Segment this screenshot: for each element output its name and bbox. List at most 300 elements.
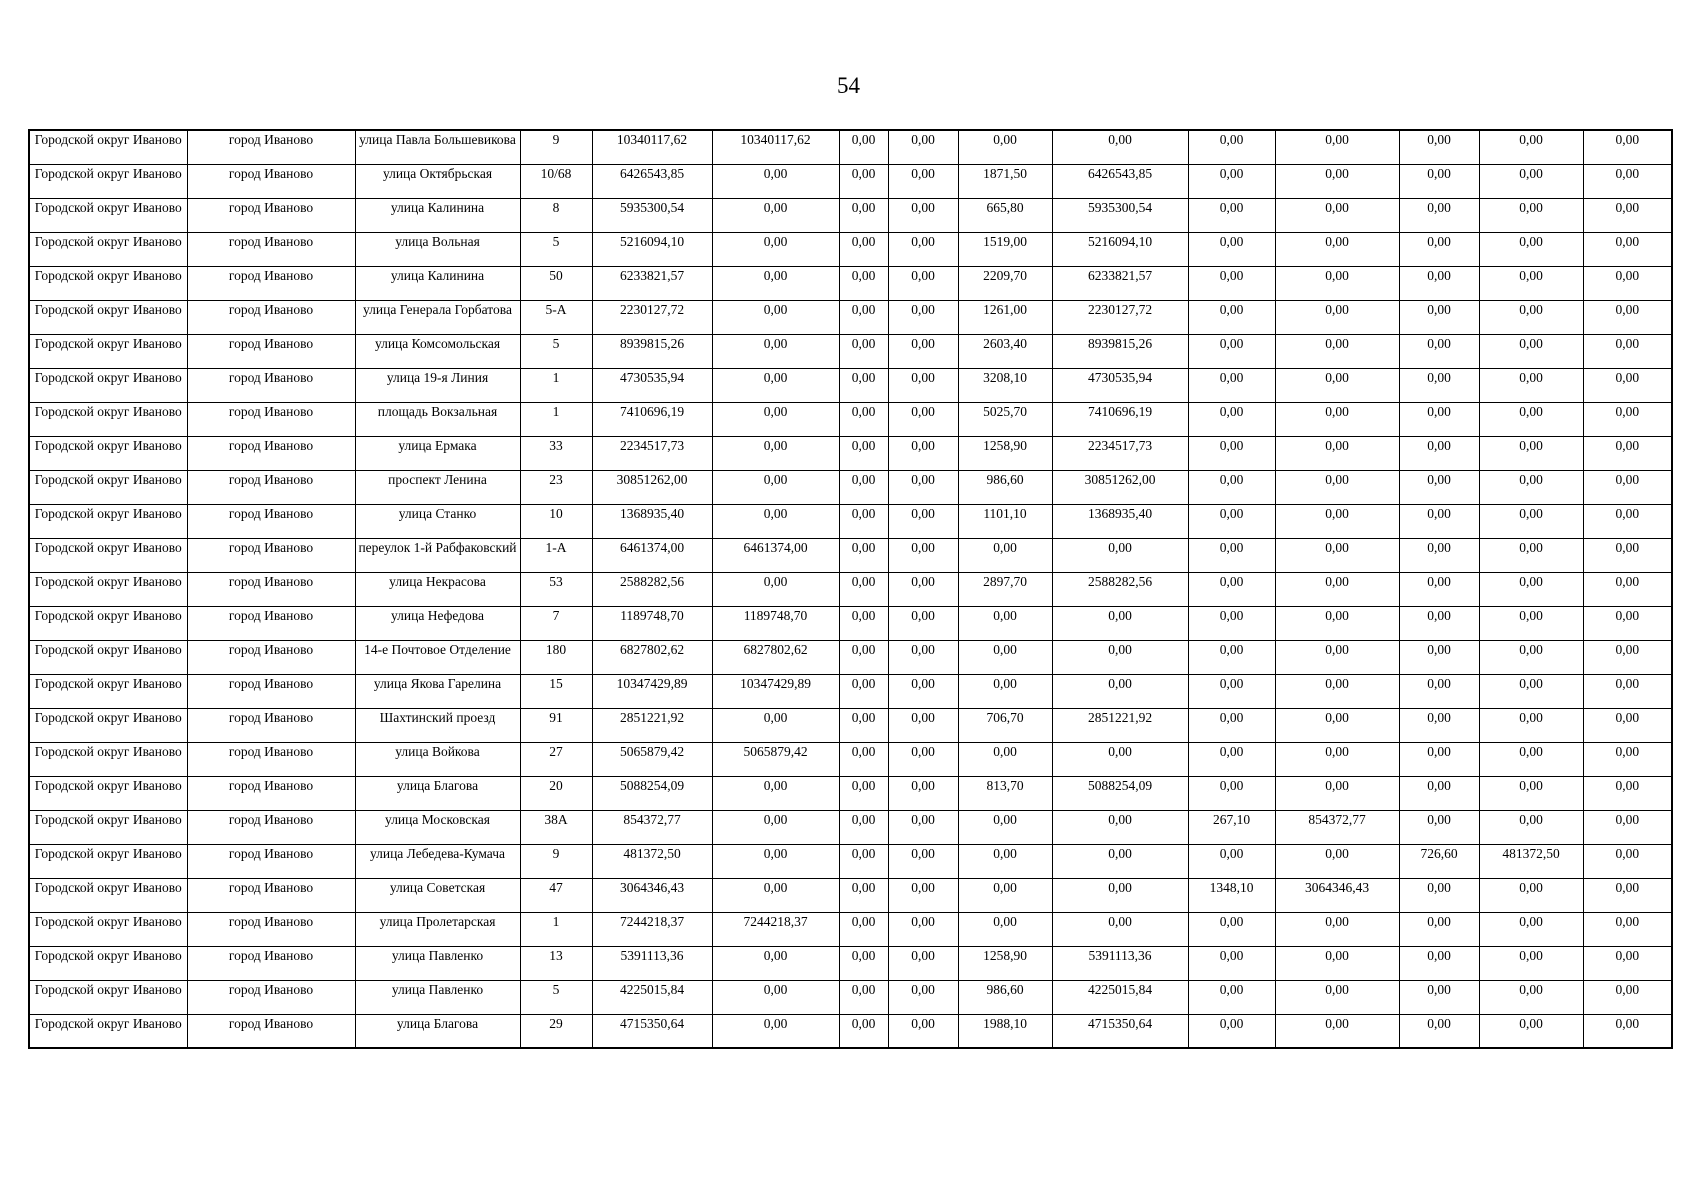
settlement-cell: город Иваново <box>187 674 355 708</box>
settlement-cell: город Иваново <box>187 946 355 980</box>
total-cost-cell: 2234517,73 <box>592 436 712 470</box>
area-col-9-cell: 0,00 <box>958 674 1052 708</box>
municipality-cell: Городской округ Иваново <box>29 708 187 742</box>
cost-col-10-cell: 5391113,36 <box>1052 946 1188 980</box>
municipality-cell: Городской округ Иваново <box>29 980 187 1014</box>
municipality-cell: Городской округ Иваново <box>29 674 187 708</box>
cost-col-7-cell: 0,00 <box>839 878 888 912</box>
cost-col-12-cell: 0,00 <box>1275 232 1399 266</box>
house-number-cell: 1 <box>520 912 592 946</box>
total-cost-cell: 854372,77 <box>592 810 712 844</box>
settlement-cell: город Иваново <box>187 232 355 266</box>
cost-col-7-cell: 0,00 <box>839 912 888 946</box>
area-col-9-cell: 813,70 <box>958 776 1052 810</box>
cost-col-12-cell: 0,00 <box>1275 470 1399 504</box>
cost-col-12-cell: 0,00 <box>1275 980 1399 1014</box>
area-col-13-cell: 0,00 <box>1399 810 1479 844</box>
street-cell: улица 19-я Линия <box>355 368 520 402</box>
cost-col-8-cell: 0,00 <box>888 538 958 572</box>
cost-col-10-cell: 0,00 <box>1052 606 1188 640</box>
street-cell: улица Калинина <box>355 266 520 300</box>
municipality-cell: Городской округ Иваново <box>29 504 187 538</box>
house-number-cell: 1 <box>520 368 592 402</box>
house-number-cell: 5 <box>520 232 592 266</box>
cost-col-10-cell: 0,00 <box>1052 674 1188 708</box>
municipality-cell: Городской округ Иваново <box>29 946 187 980</box>
street-cell: улица Комсомольская <box>355 334 520 368</box>
street-cell: улица Якова Гарелина <box>355 674 520 708</box>
cost-col-10-cell: 5216094,10 <box>1052 232 1188 266</box>
cost-col-8-cell: 0,00 <box>888 946 958 980</box>
cost-col-7-cell: 0,00 <box>839 470 888 504</box>
cost-col-7-cell: 0,00 <box>839 674 888 708</box>
cost-col-10-cell: 1368935,40 <box>1052 504 1188 538</box>
cost-col-7-cell: 0,00 <box>839 1014 888 1048</box>
cost-col-12-cell: 0,00 <box>1275 606 1399 640</box>
house-number-cell: 50 <box>520 266 592 300</box>
cost-col-15-cell: 0,00 <box>1583 878 1672 912</box>
cost-col-14-cell: 0,00 <box>1479 1014 1583 1048</box>
cost-col-6-cell: 0,00 <box>712 1014 839 1048</box>
cost-col-14-cell: 0,00 <box>1479 776 1583 810</box>
area-col-13-cell: 0,00 <box>1399 130 1479 164</box>
area-col-11-cell: 0,00 <box>1188 130 1275 164</box>
area-col-13-cell: 0,00 <box>1399 470 1479 504</box>
cost-col-7-cell: 0,00 <box>839 198 888 232</box>
table-row <box>29 640 1672 674</box>
cost-col-6-cell: 0,00 <box>712 232 839 266</box>
cost-col-6-cell: 0,00 <box>712 776 839 810</box>
cost-col-12-cell: 0,00 <box>1275 198 1399 232</box>
area-col-13-cell: 0,00 <box>1399 640 1479 674</box>
house-number-cell: 1 <box>520 402 592 436</box>
area-col-9-cell: 2897,70 <box>958 572 1052 606</box>
area-col-13-cell: 0,00 <box>1399 436 1479 470</box>
cost-col-10-cell: 4730535,94 <box>1052 368 1188 402</box>
cost-col-10-cell: 7410696,19 <box>1052 402 1188 436</box>
cost-col-15-cell: 0,00 <box>1583 266 1672 300</box>
cost-col-7-cell: 0,00 <box>839 402 888 436</box>
house-number-cell: 47 <box>520 878 592 912</box>
total-cost-cell: 1368935,40 <box>592 504 712 538</box>
cost-col-8-cell: 0,00 <box>888 300 958 334</box>
area-col-9-cell: 0,00 <box>958 538 1052 572</box>
area-col-13-cell: 0,00 <box>1399 266 1479 300</box>
house-number-cell: 5 <box>520 334 592 368</box>
house-number-cell: 13 <box>520 946 592 980</box>
cost-col-10-cell: 4715350,64 <box>1052 1014 1188 1048</box>
cost-col-15-cell: 0,00 <box>1583 164 1672 198</box>
table-row <box>29 334 1672 368</box>
settlement-cell: город Иваново <box>187 1014 355 1048</box>
cost-col-12-cell: 0,00 <box>1275 300 1399 334</box>
cost-col-8-cell: 0,00 <box>888 130 958 164</box>
settlement-cell: город Иваново <box>187 878 355 912</box>
area-col-13-cell: 0,00 <box>1399 164 1479 198</box>
area-col-9-cell: 986,60 <box>958 470 1052 504</box>
street-cell: улица Павленко <box>355 980 520 1014</box>
cost-col-6-cell: 1189748,70 <box>712 606 839 640</box>
area-col-9-cell: 0,00 <box>958 810 1052 844</box>
street-cell: проспект Ленина <box>355 470 520 504</box>
area-col-9-cell: 2209,70 <box>958 266 1052 300</box>
area-col-9-cell: 5025,70 <box>958 402 1052 436</box>
area-col-9-cell: 1258,90 <box>958 946 1052 980</box>
area-col-9-cell: 0,00 <box>958 606 1052 640</box>
area-col-11-cell: 0,00 <box>1188 266 1275 300</box>
municipality-cell: Городской округ Иваново <box>29 470 187 504</box>
cost-col-8-cell: 0,00 <box>888 810 958 844</box>
cost-col-10-cell: 2851221,92 <box>1052 708 1188 742</box>
area-col-11-cell: 0,00 <box>1188 844 1275 878</box>
area-col-13-cell: 0,00 <box>1399 1014 1479 1048</box>
cost-col-14-cell: 0,00 <box>1479 470 1583 504</box>
area-col-9-cell: 1871,50 <box>958 164 1052 198</box>
area-col-11-cell: 0,00 <box>1188 334 1275 368</box>
settlement-cell: город Иваново <box>187 334 355 368</box>
street-cell: улица Павленко <box>355 946 520 980</box>
house-number-cell: 9 <box>520 844 592 878</box>
settlement-cell: город Иваново <box>187 198 355 232</box>
cost-col-15-cell: 0,00 <box>1583 436 1672 470</box>
cost-col-7-cell: 0,00 <box>839 164 888 198</box>
area-col-13-cell: 0,00 <box>1399 606 1479 640</box>
area-col-13-cell: 0,00 <box>1399 538 1479 572</box>
cost-col-10-cell: 2230127,72 <box>1052 300 1188 334</box>
area-col-11-cell: 0,00 <box>1188 572 1275 606</box>
total-cost-cell: 6461374,00 <box>592 538 712 572</box>
area-col-13-cell: 0,00 <box>1399 504 1479 538</box>
cost-col-6-cell: 0,00 <box>712 266 839 300</box>
house-number-cell: 53 <box>520 572 592 606</box>
street-cell: улица Ермака <box>355 436 520 470</box>
cost-col-12-cell: 0,00 <box>1275 776 1399 810</box>
cost-col-14-cell: 0,00 <box>1479 504 1583 538</box>
house-number-cell: 9 <box>520 130 592 164</box>
municipality-cell: Городской округ Иваново <box>29 810 187 844</box>
cost-col-12-cell: 0,00 <box>1275 130 1399 164</box>
cost-col-8-cell: 0,00 <box>888 606 958 640</box>
area-col-11-cell: 0,00 <box>1188 674 1275 708</box>
total-cost-cell: 6827802,62 <box>592 640 712 674</box>
table-row <box>29 674 1672 708</box>
area-col-11-cell: 0,00 <box>1188 368 1275 402</box>
municipality-cell: Городской округ Иваново <box>29 198 187 232</box>
area-col-9-cell: 0,00 <box>958 844 1052 878</box>
cost-col-14-cell: 0,00 <box>1479 266 1583 300</box>
cost-col-15-cell: 0,00 <box>1583 198 1672 232</box>
table-row <box>29 878 1672 912</box>
area-col-13-cell: 0,00 <box>1399 776 1479 810</box>
area-col-11-cell: 0,00 <box>1188 198 1275 232</box>
cost-col-15-cell: 0,00 <box>1583 402 1672 436</box>
total-cost-cell: 2851221,92 <box>592 708 712 742</box>
area-col-9-cell: 665,80 <box>958 198 1052 232</box>
cost-col-15-cell: 0,00 <box>1583 946 1672 980</box>
cost-col-14-cell: 0,00 <box>1479 538 1583 572</box>
cost-col-7-cell: 0,00 <box>839 300 888 334</box>
cost-col-8-cell: 0,00 <box>888 334 958 368</box>
cost-col-10-cell: 0,00 <box>1052 130 1188 164</box>
total-cost-cell: 4730535,94 <box>592 368 712 402</box>
cost-col-15-cell: 0,00 <box>1583 912 1672 946</box>
cost-col-15-cell: 0,00 <box>1583 844 1672 878</box>
cost-col-6-cell: 5065879,42 <box>712 742 839 776</box>
settlement-cell: город Иваново <box>187 470 355 504</box>
cost-col-14-cell: 0,00 <box>1479 368 1583 402</box>
cost-col-12-cell: 0,00 <box>1275 640 1399 674</box>
area-col-11-cell: 0,00 <box>1188 164 1275 198</box>
municipality-cell: Городской округ Иваново <box>29 878 187 912</box>
street-cell: улица Московская <box>355 810 520 844</box>
cost-col-7-cell: 0,00 <box>839 810 888 844</box>
cost-col-6-cell: 6827802,62 <box>712 640 839 674</box>
area-col-9-cell: 0,00 <box>958 912 1052 946</box>
cost-col-12-cell: 0,00 <box>1275 504 1399 538</box>
cost-col-6-cell: 0,00 <box>712 300 839 334</box>
house-number-cell: 10/68 <box>520 164 592 198</box>
municipality-cell: Городской округ Иваново <box>29 334 187 368</box>
table-row <box>29 538 1672 572</box>
cost-col-14-cell: 0,00 <box>1479 436 1583 470</box>
cost-col-14-cell: 0,00 <box>1479 334 1583 368</box>
area-col-13-cell: 0,00 <box>1399 334 1479 368</box>
street-cell: улица Генерала Горбатова <box>355 300 520 334</box>
table-row <box>29 300 1672 334</box>
cost-col-12-cell: 0,00 <box>1275 674 1399 708</box>
area-col-11-cell: 0,00 <box>1188 300 1275 334</box>
cost-col-6-cell: 0,00 <box>712 402 839 436</box>
area-col-9-cell: 1988,10 <box>958 1014 1052 1048</box>
area-col-11-cell: 0,00 <box>1188 742 1275 776</box>
cost-col-10-cell: 0,00 <box>1052 538 1188 572</box>
cost-col-8-cell: 0,00 <box>888 572 958 606</box>
cost-col-12-cell: 0,00 <box>1275 436 1399 470</box>
municipality-cell: Городской округ Иваново <box>29 300 187 334</box>
cost-col-8-cell: 0,00 <box>888 674 958 708</box>
cost-col-12-cell: 0,00 <box>1275 912 1399 946</box>
cost-col-12-cell: 0,00 <box>1275 266 1399 300</box>
area-col-13-cell: 0,00 <box>1399 300 1479 334</box>
area-col-13-cell: 0,00 <box>1399 572 1479 606</box>
house-number-cell: 38А <box>520 810 592 844</box>
table-row <box>29 742 1672 776</box>
cost-col-15-cell: 0,00 <box>1583 708 1672 742</box>
cost-col-8-cell: 0,00 <box>888 844 958 878</box>
area-col-9-cell: 1519,00 <box>958 232 1052 266</box>
house-number-cell: 8 <box>520 198 592 232</box>
house-number-cell: 20 <box>520 776 592 810</box>
total-cost-cell: 481372,50 <box>592 844 712 878</box>
cost-col-14-cell: 0,00 <box>1479 946 1583 980</box>
cost-col-15-cell: 0,00 <box>1583 776 1672 810</box>
house-number-cell: 27 <box>520 742 592 776</box>
cost-col-7-cell: 0,00 <box>839 436 888 470</box>
cost-col-14-cell: 0,00 <box>1479 198 1583 232</box>
cost-col-6-cell: 0,00 <box>712 810 839 844</box>
total-cost-cell: 10340117,62 <box>592 130 712 164</box>
area-col-11-cell: 0,00 <box>1188 640 1275 674</box>
total-cost-cell: 3064346,43 <box>592 878 712 912</box>
total-cost-cell: 5088254,09 <box>592 776 712 810</box>
cost-col-8-cell: 0,00 <box>888 266 958 300</box>
cost-col-6-cell: 0,00 <box>712 844 839 878</box>
area-col-9-cell: 0,00 <box>958 640 1052 674</box>
cost-col-15-cell: 0,00 <box>1583 538 1672 572</box>
municipality-cell: Городской округ Иваново <box>29 844 187 878</box>
total-cost-cell: 7244218,37 <box>592 912 712 946</box>
area-col-13-cell: 0,00 <box>1399 402 1479 436</box>
cost-col-7-cell: 0,00 <box>839 538 888 572</box>
street-cell: улица Нефедова <box>355 606 520 640</box>
cost-col-15-cell: 0,00 <box>1583 334 1672 368</box>
cost-col-12-cell: 0,00 <box>1275 946 1399 980</box>
table-row <box>29 810 1672 844</box>
table-row <box>29 708 1672 742</box>
area-col-13-cell: 0,00 <box>1399 198 1479 232</box>
area-col-13-cell: 0,00 <box>1399 708 1479 742</box>
municipality-cell: Городской округ Иваново <box>29 640 187 674</box>
house-number-cell: 7 <box>520 606 592 640</box>
house-number-cell: 5-А <box>520 300 592 334</box>
settlement-cell: город Иваново <box>187 640 355 674</box>
street-cell: улица Станко <box>355 504 520 538</box>
cost-col-12-cell: 0,00 <box>1275 402 1399 436</box>
total-cost-cell: 30851262,00 <box>592 470 712 504</box>
street-cell: переулок 1-й Рабфаковский <box>355 538 520 572</box>
cost-col-10-cell: 5088254,09 <box>1052 776 1188 810</box>
settlement-cell: город Иваново <box>187 504 355 538</box>
cost-col-6-cell: 10347429,89 <box>712 674 839 708</box>
settlement-cell: город Иваново <box>187 776 355 810</box>
cost-col-14-cell: 0,00 <box>1479 164 1583 198</box>
cost-col-15-cell: 0,00 <box>1583 572 1672 606</box>
cost-col-7-cell: 0,00 <box>839 368 888 402</box>
table-row <box>29 980 1672 1014</box>
municipality-cell: Городской округ Иваново <box>29 436 187 470</box>
cost-col-6-cell: 0,00 <box>712 436 839 470</box>
area-col-11-cell: 0,00 <box>1188 776 1275 810</box>
table-row <box>29 776 1672 810</box>
cost-col-7-cell: 0,00 <box>839 130 888 164</box>
cost-col-15-cell: 0,00 <box>1583 1014 1672 1048</box>
cost-col-8-cell: 0,00 <box>888 402 958 436</box>
cost-col-14-cell: 0,00 <box>1479 980 1583 1014</box>
total-cost-cell: 8939815,26 <box>592 334 712 368</box>
cost-col-6-cell: 0,00 <box>712 334 839 368</box>
house-number-cell: 5 <box>520 980 592 1014</box>
house-number-cell: 29 <box>520 1014 592 1048</box>
cost-col-6-cell: 0,00 <box>712 504 839 538</box>
cost-col-8-cell: 0,00 <box>888 980 958 1014</box>
cost-col-12-cell: 0,00 <box>1275 708 1399 742</box>
cost-col-10-cell: 6233821,57 <box>1052 266 1188 300</box>
cost-col-15-cell: 0,00 <box>1583 742 1672 776</box>
cost-col-7-cell: 0,00 <box>839 776 888 810</box>
cost-col-10-cell: 2588282,56 <box>1052 572 1188 606</box>
table-row <box>29 198 1672 232</box>
cost-col-10-cell: 0,00 <box>1052 742 1188 776</box>
street-cell: Шахтинский проезд <box>355 708 520 742</box>
street-cell: площадь Вокзальная <box>355 402 520 436</box>
settlement-cell: город Иваново <box>187 572 355 606</box>
cost-col-7-cell: 0,00 <box>839 640 888 674</box>
cost-col-14-cell: 0,00 <box>1479 572 1583 606</box>
total-cost-cell: 10347429,89 <box>592 674 712 708</box>
street-cell: улица Октябрьская <box>355 164 520 198</box>
total-cost-cell: 5065879,42 <box>592 742 712 776</box>
area-col-13-cell: 0,00 <box>1399 742 1479 776</box>
cost-col-14-cell: 0,00 <box>1479 232 1583 266</box>
area-col-11-cell: 0,00 <box>1188 980 1275 1014</box>
area-col-9-cell: 1101,10 <box>958 504 1052 538</box>
area-col-11-cell: 0,00 <box>1188 436 1275 470</box>
cost-col-6-cell: 0,00 <box>712 946 839 980</box>
cost-col-7-cell: 0,00 <box>839 946 888 980</box>
area-col-11-cell: 0,00 <box>1188 504 1275 538</box>
cost-col-7-cell: 0,00 <box>839 708 888 742</box>
page-number: 54 <box>837 73 860 98</box>
cost-col-8-cell: 0,00 <box>888 776 958 810</box>
cost-col-14-cell: 0,00 <box>1479 742 1583 776</box>
cost-col-8-cell: 0,00 <box>888 470 958 504</box>
cost-col-7-cell: 0,00 <box>839 844 888 878</box>
total-cost-cell: 1189748,70 <box>592 606 712 640</box>
table-row <box>29 504 1672 538</box>
house-number-cell: 10 <box>520 504 592 538</box>
cost-col-8-cell: 0,00 <box>888 436 958 470</box>
area-col-11-cell: 0,00 <box>1188 708 1275 742</box>
cost-col-12-cell: 0,00 <box>1275 572 1399 606</box>
cost-col-7-cell: 0,00 <box>839 572 888 606</box>
settlement-cell: город Иваново <box>187 844 355 878</box>
total-cost-cell: 5935300,54 <box>592 198 712 232</box>
cost-col-14-cell: 0,00 <box>1479 912 1583 946</box>
register-table <box>28 129 1673 1049</box>
cost-col-7-cell: 0,00 <box>839 334 888 368</box>
area-col-13-cell: 0,00 <box>1399 912 1479 946</box>
area-col-9-cell: 0,00 <box>958 878 1052 912</box>
table-row <box>29 912 1672 946</box>
cost-col-10-cell: 0,00 <box>1052 878 1188 912</box>
table-row <box>29 368 1672 402</box>
table-row <box>29 266 1672 300</box>
settlement-cell: город Иваново <box>187 980 355 1014</box>
area-col-9-cell: 1261,00 <box>958 300 1052 334</box>
total-cost-cell: 4715350,64 <box>592 1014 712 1048</box>
area-col-13-cell: 0,00 <box>1399 232 1479 266</box>
table-body <box>29 130 1672 1048</box>
street-cell: улица Пролетарская <box>355 912 520 946</box>
area-col-11-cell: 267,10 <box>1188 810 1275 844</box>
municipality-cell: Городской округ Иваново <box>29 776 187 810</box>
area-col-9-cell: 2603,40 <box>958 334 1052 368</box>
cost-col-15-cell: 0,00 <box>1583 300 1672 334</box>
cost-col-10-cell: 6426543,85 <box>1052 164 1188 198</box>
area-col-13-cell: 726,60 <box>1399 844 1479 878</box>
settlement-cell: город Иваново <box>187 436 355 470</box>
cost-col-8-cell: 0,00 <box>888 232 958 266</box>
area-col-11-cell: 1348,10 <box>1188 878 1275 912</box>
cost-col-8-cell: 0,00 <box>888 504 958 538</box>
cost-col-15-cell: 0,00 <box>1583 232 1672 266</box>
municipality-cell: Городской округ Иваново <box>29 232 187 266</box>
cost-col-15-cell: 0,00 <box>1583 504 1672 538</box>
cost-col-12-cell: 854372,77 <box>1275 810 1399 844</box>
cost-col-15-cell: 0,00 <box>1583 606 1672 640</box>
total-cost-cell: 2230127,72 <box>592 300 712 334</box>
cost-col-14-cell: 0,00 <box>1479 606 1583 640</box>
